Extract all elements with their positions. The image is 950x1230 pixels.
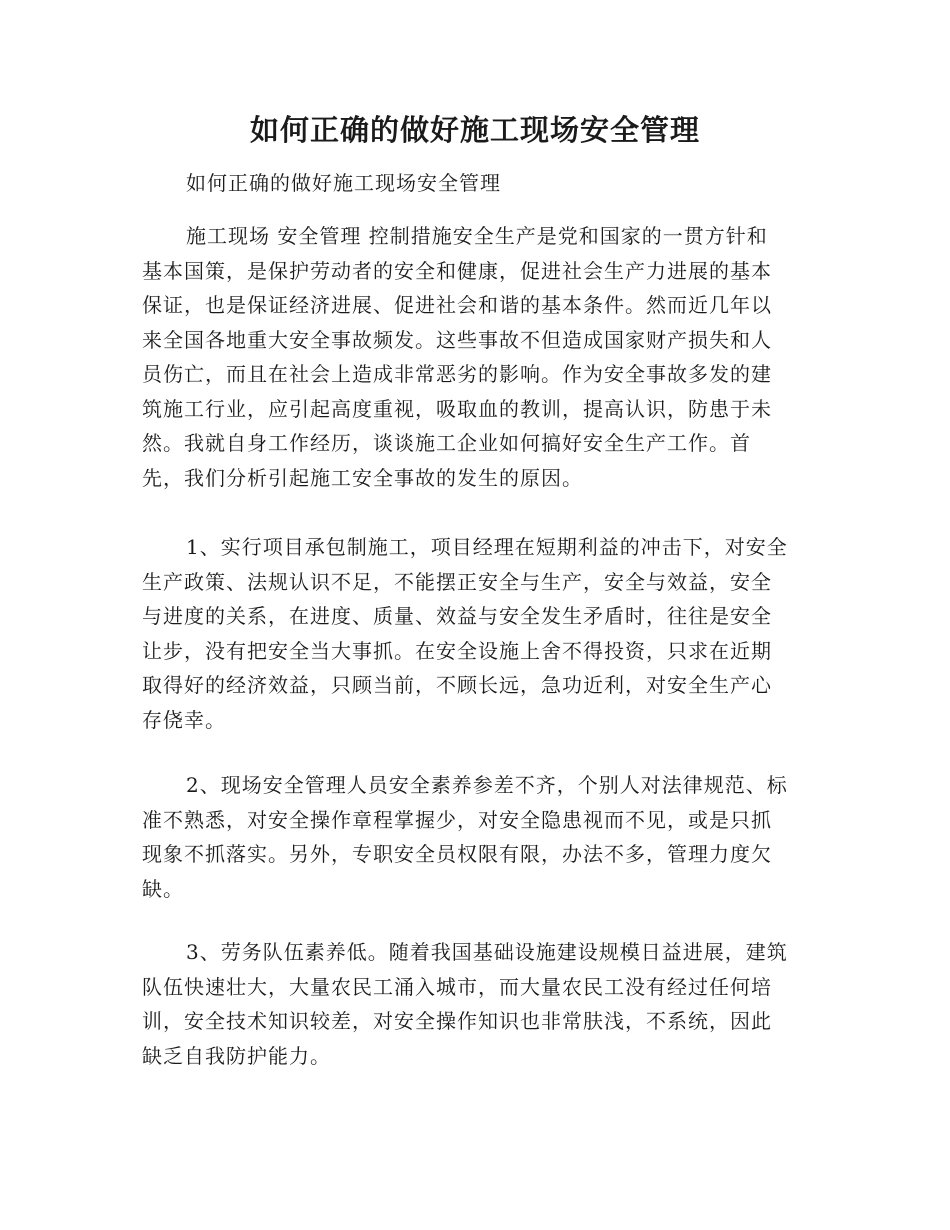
paragraph-line: 基本国策，是保护劳动者的安全和健康，促进社会生产力进展的基本: [142, 258, 772, 283]
paragraph-point-3: [142, 935, 812, 1073]
paragraph-line: 训，安全技术知识较差，对安全操作知识也非常肤浅，不系统，因此: [142, 1009, 772, 1033]
paragraph-line: 员伤亡，而且在社会上造成非常恶劣的影响。作为安全事故多发的建: [142, 362, 772, 386]
paragraph-line: 来全国各地重大安全事故频发。这些事故不但造成国家财产损失和人: [142, 327, 772, 352]
paragraph-line: 现象不抓落实。另外，专职安全员权限有限，办法不多，管理力度欠: [142, 842, 772, 866]
paragraph-intro: [142, 219, 812, 495]
paragraph-line: 与进度的关系，在进度、质量、效益与安全发生矛盾时，往往是安全: [142, 604, 772, 628]
paragraph-line: 施工现场 安全管理 控制措施安全生产是党和国家的一贯方针和: [186, 224, 768, 248]
paragraph-line: 准不熟悉，对安全操作章程掌握少，对安全隐患视而不见，或是只抓: [142, 807, 772, 832]
paragraph-point-1: [142, 530, 812, 737]
paragraph-line: 筑施工行业，应引起高度重视，吸取血的教训，提高认识，防患于未: [142, 396, 772, 421]
paragraph-line: 队伍快速壮大，大量农民工涌入城市，而大量农民工没有经过任何培: [142, 974, 772, 999]
paragraph-line: 存侥幸。: [142, 707, 226, 732]
document-subtitle: 如何正确的做好施工现场安全管理: [186, 171, 501, 195]
paragraph-line: 先，我们分析引起施工安全事故的发生的原因。: [142, 465, 583, 490]
paragraph-line: 生产政策、法规认识不足，不能摆正安全与生产，安全与效益，安全: [142, 569, 772, 594]
paragraph-line: 3、劳务队伍素养低。随着我国基础设施建设规模日益进展，建筑: [186, 940, 788, 964]
paragraph-line: 缺乏自我防护能力。: [142, 1043, 331, 1068]
document-title: 如何正确的做好施工现场安全管理: [249, 113, 700, 147]
paragraph-line: 取得好的经济效益，只顾当前，不顾长远，急功近利，对安全生产心: [142, 673, 772, 697]
paragraph-line: 2、现场安全管理人员安全素养参差不齐，个别人对法律规范、标: [186, 773, 788, 797]
paragraph-line: 保证，也是保证经济进展、促进社会和谐的基本条件。然而近几年以: [142, 293, 772, 317]
paragraph-point-2: [142, 768, 812, 906]
paragraph-line: 让步，没有把安全当大事抓。在安全设施上舍不得投资，只求在近期: [142, 638, 772, 663]
paragraph-line: 然。我就自身工作经历，谈谈施工企业如何搞好安全生产工作。首: [142, 431, 751, 455]
paragraph-line: 缺。: [142, 876, 184, 901]
paragraph-line: 1、实行项目承包制施工，项目经理在短期利益的冲击下，对安全: [186, 535, 788, 559]
